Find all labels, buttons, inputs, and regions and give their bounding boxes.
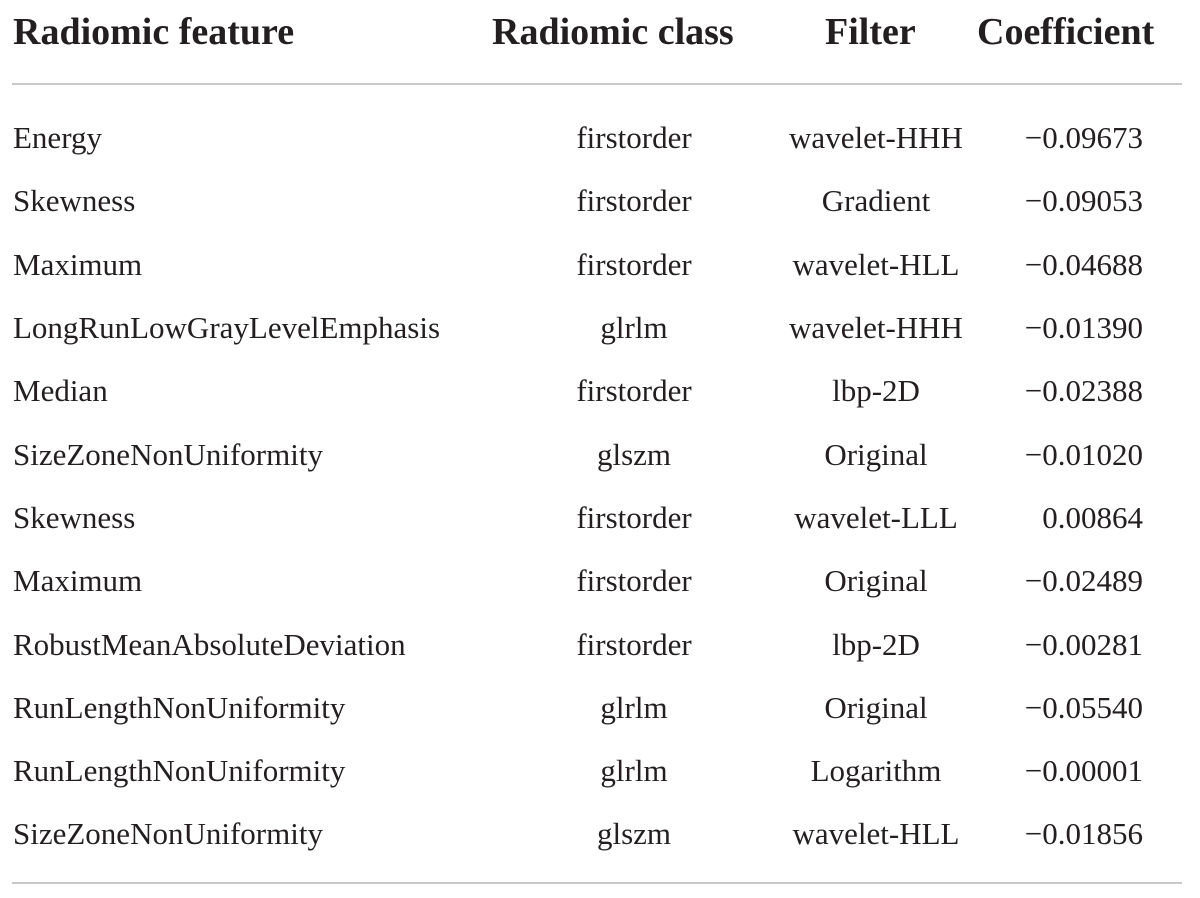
filter-cell: Original (824, 690, 928, 725)
table-row (0, 802, 1200, 865)
header-divider (12, 83, 1182, 85)
class-cell: firstorder (576, 627, 692, 662)
header-radiomic-class: Radiomic class (492, 11, 734, 53)
feature-cell: Median (13, 373, 108, 408)
table-bottom-rule (12, 882, 1182, 884)
class-cell: firstorder (576, 247, 692, 282)
filter-cell: Original (824, 437, 928, 472)
table-row (0, 296, 1200, 359)
coefficient-cell: 0.00864 (1042, 500, 1143, 535)
class-cell: glszm (596, 816, 672, 851)
coefficient-cell: −0.01020 (1024, 437, 1143, 472)
coefficient-cell: −0.05540 (1024, 690, 1143, 725)
table-row (0, 359, 1200, 422)
feature-cell: LongRunLowGrayLevelEmphasis (13, 310, 441, 345)
table-row (0, 613, 1200, 676)
class-cell: firstorder (576, 373, 692, 408)
filter-cell: wavelet-LLL (794, 500, 958, 535)
table-row (0, 486, 1200, 549)
coefficient-cell: −0.00001 (1024, 753, 1143, 788)
header-filter: Filter (825, 11, 916, 53)
class-cell: glrlm (600, 310, 668, 345)
filter-cell: Logarithm (810, 753, 942, 788)
feature-cell: Skewness (13, 183, 136, 218)
feature-cell: Skewness (13, 500, 136, 535)
coefficient-cell: −0.02489 (1024, 563, 1143, 598)
class-cell: firstorder (576, 500, 692, 535)
feature-cell: Maximum (13, 563, 143, 598)
filter-cell: Original (824, 563, 928, 598)
coefficient-cell: −0.01390 (1024, 310, 1143, 345)
feature-cell: RunLengthNonUniformity (13, 753, 346, 788)
filter-cell: wavelet-HLL (792, 247, 960, 282)
class-cell: firstorder (576, 120, 692, 155)
filter-cell: wavelet-HHH (789, 310, 963, 345)
filter-cell: Gradient (821, 183, 931, 218)
coefficient-cell: −0.04688 (1024, 247, 1143, 282)
feature-cell: SizeZoneNonUniformity (13, 816, 323, 851)
feature-cell: RobustMeanAbsoluteDeviation (13, 627, 406, 662)
table-row (0, 106, 1200, 169)
class-cell: firstorder (576, 563, 692, 598)
class-cell: firstorder (576, 183, 692, 218)
coefficient-cell: −0.00281 (1024, 627, 1143, 662)
filter-cell: wavelet-HHH (789, 120, 963, 155)
feature-cell: SizeZoneNonUniformity (13, 437, 323, 472)
table-row (0, 169, 1200, 232)
feature-cell: Maximum (13, 247, 143, 282)
table-row (0, 423, 1200, 486)
class-cell: glszm (596, 437, 672, 472)
coefficient-cell: −0.02388 (1024, 373, 1143, 408)
table-row (0, 739, 1200, 802)
table-row (0, 233, 1200, 296)
filter-cell: wavelet-HLL (792, 816, 960, 851)
table-row (0, 549, 1200, 612)
header-coefficient: Coefficient (977, 11, 1155, 53)
class-cell: glrlm (600, 753, 668, 788)
filter-cell: lbp-2D (832, 627, 920, 662)
feature-cell: Energy (13, 120, 102, 155)
feature-cell: RunLengthNonUniformity (13, 690, 346, 725)
coefficient-cell: −0.01856 (1024, 816, 1143, 851)
table-row (0, 676, 1200, 739)
class-cell: glrlm (600, 690, 668, 725)
header-radiomic-feature: Radiomic feature (13, 11, 295, 53)
filter-cell: lbp-2D (832, 373, 920, 408)
coefficient-cell: −0.09053 (1024, 183, 1143, 218)
coefficient-cell: −0.09673 (1024, 120, 1143, 155)
